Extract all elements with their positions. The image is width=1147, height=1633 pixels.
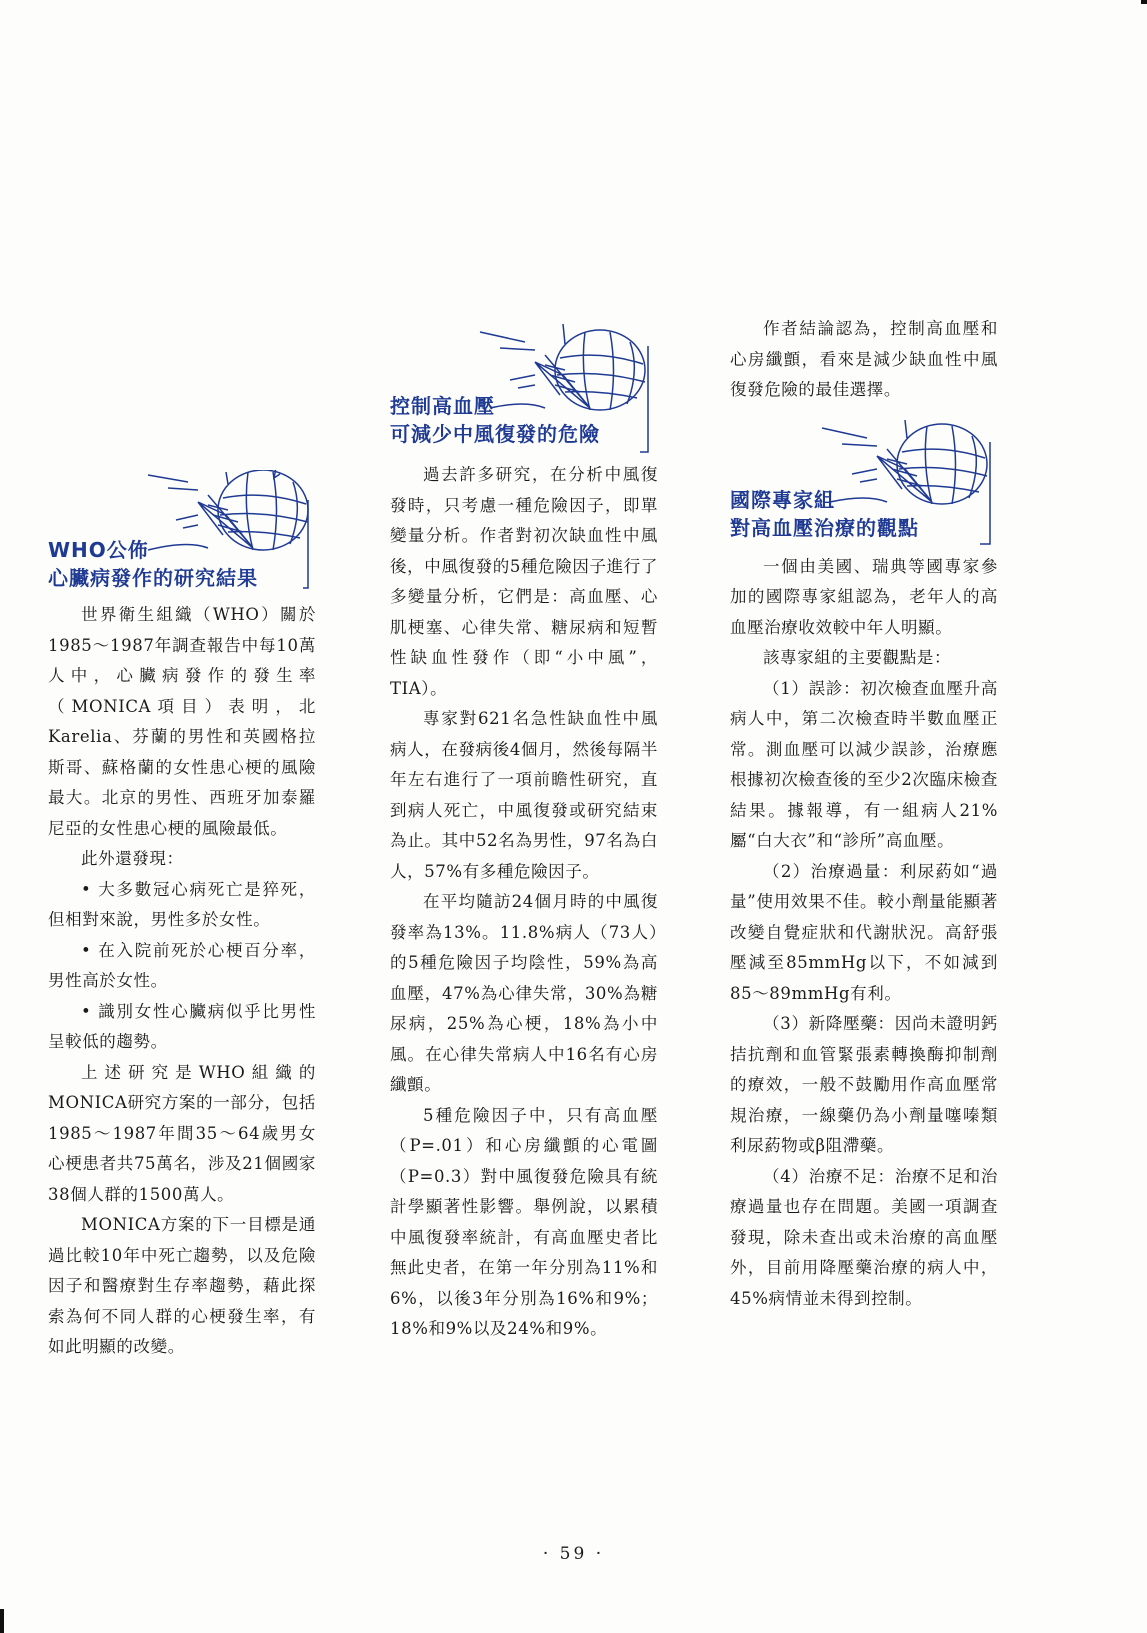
paragraph: 專家對621名急性缺血性中風病人，在發病後4個月，然後每隔半年左右進行了一項前瞻性研究，直到病人死亡，中風復發或研究結束為止。其中52名為男性，97名為白人，57%有多種危險因子。 bbox=[390, 709, 658, 881]
who-heading bbox=[48, 536, 258, 592]
bullet-item: • 在入院前死於心梗百分率，男性高於女性。 bbox=[48, 940, 316, 990]
paragraph: （3）新降壓藥：因尚未證明鈣拮抗劑和血管緊張素轉換酶抑制劑的療效，一般不鼓勵用作高血壓常規治療，一線藥仍為小劑量噻嗪類利尿葯物或β阻滯藥。 bbox=[730, 1014, 998, 1155]
experts-heading-line-1: 國際專家組 bbox=[730, 487, 835, 512]
experts-heading-line-2: 對高血壓治療的觀點 bbox=[730, 515, 919, 540]
paragraph: 5種危險因子中，只有高血壓（P=.01）和心房纖顫的心電圖（P=0.3）對中風復發危險具有統計學顯著性影響。舉例說，以累積中風復發率統計，有高血壓史者比無此史者，在第一年分別為11%和6%，以後3年分別為16%和9%；18%和9%以及24%和9%。 bbox=[390, 1105, 658, 1338]
who-heading-line-1: WHO公佈 bbox=[48, 538, 149, 562]
paragraph: 世界衛生組織（WHO）關於1985～1987年調查報告中每10萬人中，心臟病發作的發生率（MONICA項目）表明，北Karelia、芬蘭的男性和英國格拉斯哥、蘇格蘭的女性患心梗的風險最大。北京的男性、西班牙加泰羅尼亞的女性患心梗的風險最低。 bbox=[48, 605, 316, 838]
column-who bbox=[48, 470, 316, 1363]
who-heading-box bbox=[48, 470, 316, 600]
page-number: · 59 · bbox=[542, 1544, 605, 1564]
bullet-item: • 大多數冠心病死亡是猝死，但相對來說，男性多於女性。 bbox=[48, 879, 316, 929]
column-experts bbox=[730, 314, 998, 1314]
experts-heading bbox=[730, 486, 919, 542]
bp-heading-line-2: 可減少中風復發的危險 bbox=[390, 422, 600, 446]
bullet-item: • 識別女性心臟病似乎比男性呈較低的趨勢。 bbox=[48, 1001, 316, 1051]
paragraph: 該專家組的主要觀點是： bbox=[763, 648, 952, 667]
paragraph: 一個由美國、瑞典等國專家參加的國際專家組認為，老年人的高血壓治療收效較中年人明顯。 bbox=[730, 556, 998, 637]
bp-heading bbox=[390, 392, 600, 448]
paragraph: 上述研究是WHO組織的MONICA研究方案的一部分，包括1985～1987年間35～64歲男女心梗患者共75萬名，涉及21個國家38個人群的1500萬人。 bbox=[48, 1062, 316, 1204]
scan-mark bbox=[1141, 0, 1147, 4]
paragraph: 作者結論認為，控制高血壓和心房纖顫，看來是減少缺血性中風復發危險的最佳選擇。 bbox=[730, 319, 998, 399]
bp-heading-line-1: 控制高血壓 bbox=[390, 394, 495, 418]
who-heading-line-2: 心臟病發作的研究結果 bbox=[48, 566, 258, 590]
column-bp bbox=[390, 318, 658, 1345]
paragraph: 過去許多研究，在分析中風復發時，只考慮一種危險因子，即單變量分析。作者對初次缺血性中風後，中風復發的5種危險因子進行了多變量分析，它們是：高血壓、心肌梗塞、心律失常、糖尿病和短暫性缺血性發作（即“小中風”，TIA）。 bbox=[390, 465, 658, 698]
paragraph: （2）治療過量：利尿葯如“過量”使用效果不佳。較小劑量能顯著改變自覺症狀和代謝狀況。高舒張壓減至85mmHg以下，不如減到85～89mmHg有利。 bbox=[730, 861, 998, 1003]
paragraph: （1）誤診：初次檢查血壓升高病人中，第二次檢查時半數血壓正常。測血壓可以減少誤診，治療應根據初次檢查後的至少2次臨床檢查結果。據報導，有一組病人21%屬“白大衣”和“診所”高血壓。 bbox=[730, 678, 998, 850]
paragraph: MONICA方案的下一目標是通過比較10年中死亡趨勢，以及危險因子和醫療對生存率趨勢，藉此探索為何不同人群的心梗發生率，有如此明顯的改變。 bbox=[48, 1215, 316, 1356]
paragraph: （4）治療不足：治療不足和治療過量也存在問題。美國一項調查發現，除未查出或未治療的高血壓外，目前用降壓藥治療的病人中，45%病情並未得到控制。 bbox=[730, 1166, 998, 1308]
scan-mark bbox=[0, 1609, 4, 1633]
paragraph: 此外還發現： bbox=[81, 849, 184, 868]
paragraph: 在平均隨訪24個月時的中風復發率為13%。11.8%病人（73人）的5種危險因子均陰性，59%為高血壓，47%為心律失常，30%為糖尿病，25%為心梗，18%為小中風。在心律失常病人中16名有心房纖顫。 bbox=[390, 892, 658, 1094]
bp-heading-box bbox=[390, 318, 658, 460]
experts-heading-box bbox=[730, 420, 998, 552]
